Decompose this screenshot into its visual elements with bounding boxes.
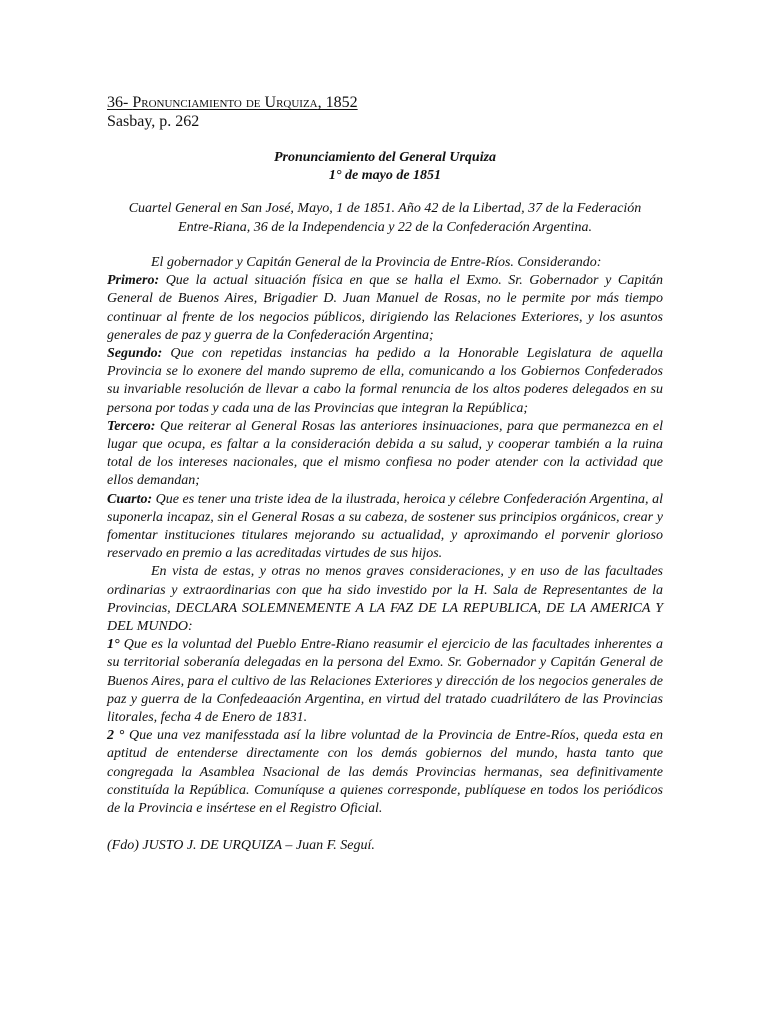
signature-line: (Fdo) JUSTO J. DE URQUIZA – Juan F. Seguí. (107, 838, 375, 854)
tercero-paragraph (107, 418, 663, 491)
primero-text: Que la actual situación física en que se halla el Exmo. Sr. Gobernador y Capitán General de Buenos Aires, Brigadier D. Juan Manuel de Rosas, no le permite por más tiempo continuar al frente de los negocios públicos, dirigiendo las Relaciones Exteriores, y los asuntos generales de paz y guerra de la Confederación Argentina; (107, 273, 663, 343)
cuarto-text: Que es tener una triste idea de la ilustrada, heroica y célebre Confederación Argentina, al suponerla incapaz, sin el General Rosas a su cabeza, de sostener sus principios orgánicos, crear y fomentar instituciones titulares mejorando su actualidad, y aproximando el porvenir glorioso reservado en premio a las acreditadas virtudes de sus hijos. (107, 491, 663, 562)
primero-label: Primero: (107, 273, 160, 289)
article-1-label: 1° (107, 637, 120, 653)
dateline-line-1: Cuartel General en San José, Mayo, 1 de 1851. Año 42 de la Libertad, 37 de la Federación (128, 201, 642, 216)
tercero-text: Que reiterar al General Rosas las anteriores insinuaciones, para que permanezca en el lugar que ocupa, es faltar a la consideración debida a su salud, y cooperar también a la ruina total de los intereses nacionales, que el mismo confiesa no poder atender con la actividad que ellos demandan; (107, 418, 663, 489)
cuarto-paragraph (107, 491, 663, 564)
document-page (107, 93, 663, 855)
article-2-paragraph (107, 727, 663, 818)
article-1-text: Que es la voluntad del Pueblo Entre-Riano reasumir el ejercicio de las facultades inherentes a su territorial soberanía delegadas en la persona del Exmo. Sr. Gobernador y Capitán General de Buenos Aires, para el cultivo de las Relaciones Exteriores y dirección de los negocios generales de paz y guerra de la Confedeaación Argentina, en virtud del tratado cuadrilátero de las Provincias litorales, fecha 4 de Enero de 1831. (107, 637, 663, 726)
segundo-paragraph (107, 345, 663, 418)
title-line-2: 1° de mayo de 1851 (328, 168, 442, 183)
article-2-label: 2 ° (107, 728, 125, 744)
document-title-block (107, 149, 663, 185)
vista-paragraph: En vista de estas, y otras no menos graves consideraciones, y en uso de las facultades ordinarias y extraordinarias con que ha sido investido por la H. Sala de Representantes de la Provincias, DECLARA SOLEMNEMENTE A LA FAZ DE LA REPUBLICA, DE LA AMERICA Y DEL MUNDO: (107, 564, 663, 635)
dateline (107, 200, 663, 237)
tercero-label: Tercero: (107, 418, 156, 434)
cuarto-label: Cuarto: (107, 491, 153, 507)
article-1-paragraph (107, 636, 663, 727)
title-line-1: Pronunciamiento del General Urquiza (273, 150, 497, 165)
article-2-text: Que una vez manifesstada así la libre voluntad de la Provincia de Entre-Ríos, queda esta en aptitud de entenderse directamente con los demás gobiernos del mundo, hasta tanto que congregada la Asamblea Nsacional de las demás Provincias hermanas, sea definitivamente constituída la República. Comuníquse a quienes corresponde, publíquese en todos los periódicos de la Provincia e insértese en el Registro Oficial. (107, 728, 663, 817)
intro-paragraph: El gobernador y Capitán General de la Provincia de Entre-Ríos. Considerando: (151, 255, 602, 270)
document-number: 36- (107, 94, 133, 111)
segundo-label: Segundo: (107, 346, 163, 362)
document-year: , 1852 (317, 94, 358, 111)
source-citation: Sasbay, p. 262 (107, 113, 200, 130)
dateline-line-2: Entre-Riana, 36 de la Independencia y 22 de la Confederación Argentina. (178, 219, 592, 235)
primero-paragraph (107, 272, 663, 345)
document-title: Pronunciamiento de Urquiza (132, 94, 318, 111)
document-body (107, 254, 663, 818)
segundo-text: Que con repetidas instancias ha pedido a la Honorable Legislatura de aquella Provincia se lo exonere del mando supremo de ella, comunicando a los Gobiernos Confederados su invariable resolución de llevar a cabo la formal renuncia de los altos poderes delegados en su persona por todas y cada una de las Provincias que integran la República; (107, 346, 663, 416)
document-heading (107, 93, 663, 112)
